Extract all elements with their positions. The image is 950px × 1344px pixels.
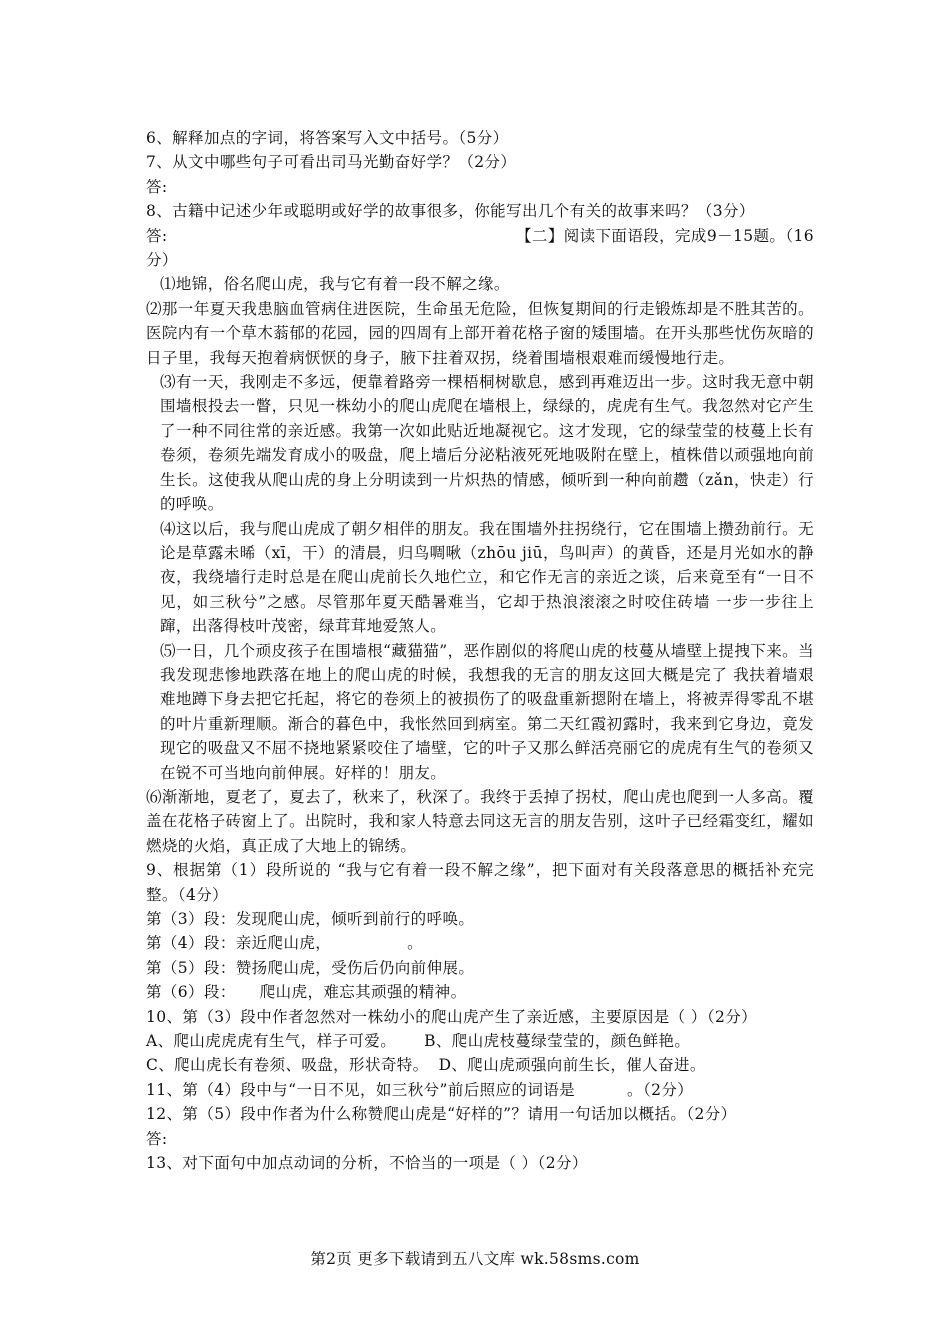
question-11-points: 。（2分） — [627, 1080, 694, 1099]
question-8: 8、古籍中记述少年或聪明或好学的故事很多，你能写出几个有关的故事来吗？（3分） — [146, 202, 755, 221]
question-9-item-d — [146, 980, 814, 1004]
option-d: D、爬山虎顽强向前生长，催人奋进。 — [438, 1056, 706, 1075]
passage-paragraph-2: ⑵那一年夏天我患脑血管病住进医院，生命虽无危险，但恢复期间的行走锻炼却是不胜其苦的。医院内有一个草木蓊郁的花园，园的四周有上部开着花格子窗的矮围墙。在开头那些忧伤灰暗的日子里，我每天抱着病恹恹的身子，腋下拄着双拐，绕着围墙根艰难而缓慢地行走。 — [146, 299, 814, 367]
question-10: 10、第（3）段中作者忽然对一株幼小的爬山虎产生了亲近感，主要原因是（ ）（2分） — [146, 1007, 758, 1026]
passage-paragraph-5: ⑸一日，几个顽皮孩子在围墙根“藏猫猫”，恶作剧似的将爬山虎的枝蔓从墙壁上提拽下来。当我发现悲惨地跌落在地上的爬山虎的时候，我想我的无言的朋友这回大概是完了 我扶着墙艰难地蹲下身去把它托起，将它的卷须上的被损伤了的吸盘重新摁附在墙上，将被弄得零乱不堪的叶片重新理顺。渐合的暮色中，我怅然回到病室。第二天红霞初露时，我来到它身边，竟发现它的吸盘又不屈不挠地紧紧咬住了墙壁，它的叶子又那么鲜活亮丽它的虎虎有生气的卷须又在锐不可当地向前伸展。好样的！朋友。 — [160, 641, 814, 782]
question-9-item-d-label: 第（6）段： — [146, 983, 236, 1002]
question-6: 6、解释加点的字词，将答案写入文中括号。（5分） — [146, 129, 509, 147]
answer-line: 答: — [146, 177, 168, 196]
page-content — [146, 126, 814, 1175]
question-12: 12、第（5）段中作者为什么称赞爬山虎是“好样的”？请用一句话加以概括。（2分） — [146, 1105, 737, 1124]
answer-line: 答: — [146, 226, 168, 245]
answer-line: 答: — [146, 1129, 168, 1148]
passage-paragraph-6: ⑹渐渐地，夏老了，夏去了，秋来了，秋深了。我终于丢掉了拐杖，爬山虎也爬到一人多高。覆盖在花格子砖窗上了。出院时，我和家人特意去同这无言的朋友告别，这叶子已经霜变红，耀如燃烧的火焰，真正成了大地上的锦绣。 — [146, 787, 814, 855]
question-10-options-cd — [146, 1053, 814, 1077]
page-footer: 第2页 更多下载请到五八文库 wk.58sms.com — [310, 1250, 640, 1268]
option-c: C、爬山虎长有卷须、吸盘，形状奇特。 — [146, 1056, 429, 1075]
question-9-item-c: 第（5）段：赞扬爬山虎，受伤后仍向前伸展。 — [146, 958, 475, 977]
option-b: B、爬山虎枝蔓绿莹莹的，颜色鲜艳。 — [424, 1032, 691, 1051]
question-11-text: 11、第（4）段中与“一日不见，如三秋兮”前后照应的词语是 — [146, 1080, 576, 1099]
question-9-item-a: 第（3）段：发现爬山虎，倾听到前行的呼唤。 — [146, 910, 475, 928]
passage-paragraph-3: ⑶有一天，我刚走不多远，便靠着路旁一棵梧桐树歇息，感到再难迈出一步。这时我无意中朝围墙根投去一瞥，只见一株幼小的爬山虎爬在墙根上，绿绿的，虎虎有生气。我忽然对它产生了一种不同往常的亲近感。我第一次如此贴近地凝视它。这才发现，它的绿莹莹的枝蔓上长有卷须，卷须先端发育成小的吸盘，爬上墙后分泌粘液死死地吸附在壁上，植株借以顽强地向前生长。这使我从爬山虎的身上分明读到一片炽热的情感，倾听到一种向前趱（zǎn，快走）行的呼唤。 — [160, 373, 814, 514]
question-13: 13、对下面句中加点动词的分析，不恰当的一项是（ ）（2分） — [146, 1154, 588, 1173]
answer-section-row — [146, 224, 814, 248]
passage-paragraph-1: ⑴地锦，俗名爬山虎，我与它有着一段不解之缘。 — [160, 275, 510, 294]
question-10-options-ab — [146, 1029, 814, 1053]
question-9-item-b-text: 第（4）段：亲近爬山虎， — [146, 934, 332, 953]
question-9-item-d-text: 爬山虎，难忘其顽强的精神。 — [259, 983, 467, 1002]
section-2-heading: 【二】阅读下面语段，完成9－15题。（16 — [516, 226, 814, 245]
option-a: A、爬山虎虎虎有生气，样子可爱。 — [146, 1032, 397, 1051]
question-9-item-b — [146, 931, 814, 955]
question-9-item-b-end: 。 — [407, 934, 424, 953]
question-11 — [146, 1078, 814, 1102]
passage-paragraph-4: ⑷这以后，我与爬山虎成了朝夕相伴的朋友。我在围墙外拄拐绕行，它在围墙上攒劲前行。无论是草露未晞（xī，干）的清晨，归鸟啁啾（zhōu jiū，鸟叫声）的黄昏，还是月光如水的静夜，我绕墙行走时总是在爬山虎前长久地伫立，和它作无言的亲近之谈，后来竟至有“一日不见，如三秋兮”之感。尽管那年夏天酷暑难当，它却于热浪滚滚之时咬住砖墙 一步一步往上蹿，出落得枝叶茂密，绿茸茸地爱煞人。 — [160, 519, 814, 636]
question-9: 9、根据第（1）段所说的 “我与它有着一段不解之缘”，把下面对有关段落意思的概括补充完整。（4分） — [146, 861, 814, 904]
section-2-heading-cont: 分） — [146, 251, 178, 270]
question-7: 7、从文中哪些句子可看出司马光勤奋好学？（2分） — [146, 153, 517, 172]
